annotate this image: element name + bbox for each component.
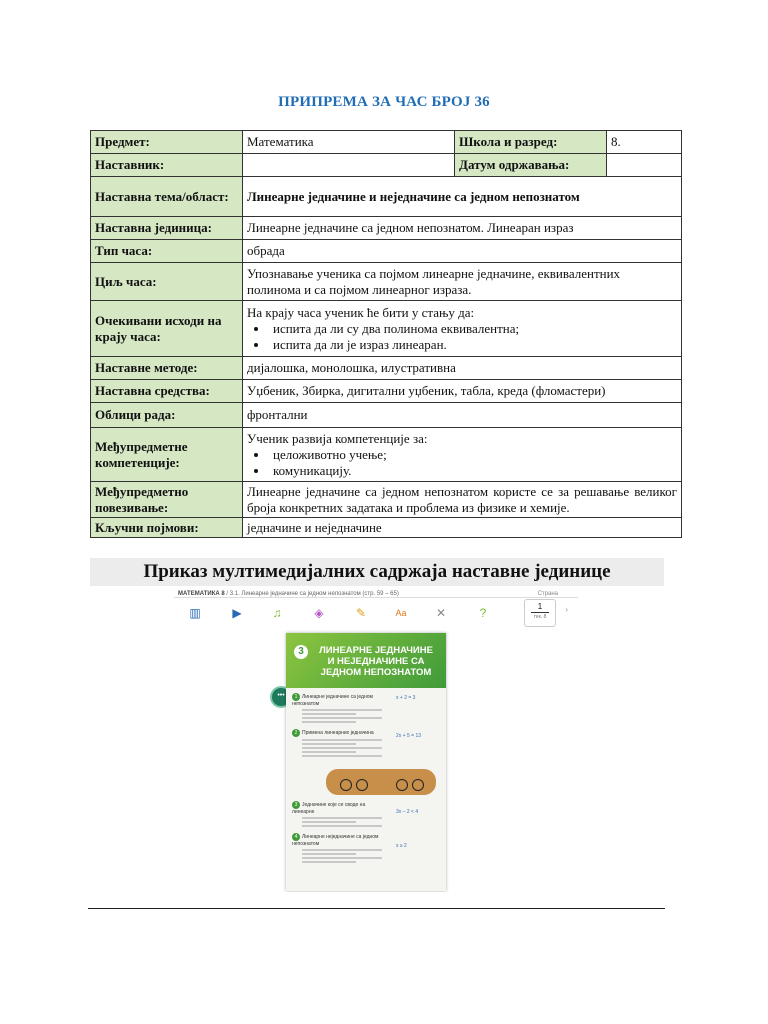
formula: x + 2 = 3 xyxy=(396,695,416,701)
keywords-label: Кључни појмови: xyxy=(91,518,243,538)
options-badge[interactable]: ••• xyxy=(272,688,290,706)
outcomes-list xyxy=(247,321,677,353)
breadcrumb-path: / 3.1. Линеарне једначине са једном непознатом (стр. 59 – 65) xyxy=(226,591,399,597)
pager-total: тек. 8 xyxy=(533,614,547,620)
help-icon[interactable]: ? xyxy=(479,606,487,620)
competences-list xyxy=(247,447,677,479)
play-icon[interactable]: ▶ xyxy=(232,606,242,620)
goal-label: Циљ часа: xyxy=(91,263,243,301)
pager-divider xyxy=(531,612,549,613)
divider xyxy=(174,597,578,598)
formula: x ≥ 2 xyxy=(396,843,407,849)
book-icon[interactable]: ▥ xyxy=(189,606,201,620)
outcome-item: • испита да ли је израз линеаран. xyxy=(269,337,677,353)
chapter-title: ЛИНЕАРНЕ ЈЕДНАЧИНЕ И НЕЈЕДНАЧИНЕ СА ЈЕДНОМ НЕПОЗНАТОМ xyxy=(319,645,433,678)
breadcrumb-book[interactable]: МАТЕМАТИКА 8 xyxy=(178,591,225,597)
chapter-header xyxy=(286,633,446,688)
goal-value: Упознавање ученика са појмом линеарне једначине, еквивалентних полинома и са појмом линеарног израза. xyxy=(243,263,682,301)
methods-value: дијалошка, монолошка, илустративна xyxy=(243,357,682,380)
subject-label: Предмет: xyxy=(91,131,243,154)
forms-value: фронтални xyxy=(243,403,682,428)
means-label: Наставна средства: xyxy=(91,380,243,403)
unit-value: Линеарне једначине са једном непознатом. Линеаран израз xyxy=(243,217,682,240)
outcomes-label: Очекивани исходи на крају часа: xyxy=(91,301,243,357)
topic-value: Линеарне једначине и неједначине са једном непознатом xyxy=(243,177,682,217)
digital-textbook-screenshot xyxy=(174,588,578,892)
footer-rule xyxy=(88,908,665,909)
outcome-item: • испита да ли су два полинома еквивалентна; xyxy=(269,321,677,337)
school-label: Школа и разред: xyxy=(455,131,607,154)
section-item[interactable]: 4 Линеарне неједначине са једном непознатом xyxy=(292,833,382,863)
pager-current: 1 xyxy=(537,602,543,611)
correlation-value: Линеарне једначине са једном непознатом користе се за решавање великог броја конкретних задатака и проблема из физике и хемије. xyxy=(243,482,682,518)
competence-item: • комуникацију. xyxy=(269,463,677,479)
topic-label: Наставна тема/област: xyxy=(91,177,243,217)
multimedia-heading: Приказ мултимедијалних садржаја наставне јединице xyxy=(90,558,664,586)
close-icon[interactable]: ✕ xyxy=(435,606,447,620)
teacher-value xyxy=(243,154,455,177)
section-item[interactable]: 2 Примена линеарних једначина xyxy=(292,729,382,757)
type-value: обрада xyxy=(243,240,682,263)
textbook-page xyxy=(286,633,446,891)
section-item[interactable]: 1 Линеарне једначине са једном непознатом xyxy=(292,693,382,723)
lesson-plan-table xyxy=(90,130,682,538)
formula: 3x – 2 < 4 xyxy=(396,809,419,815)
competence-item: • целоживотно учење; xyxy=(269,447,677,463)
bicycle-illustration xyxy=(326,769,436,795)
cube-icon[interactable]: ◈ xyxy=(314,606,324,620)
pager-label: Страна xyxy=(537,591,558,597)
eraser-icon[interactable]: ✎ xyxy=(355,606,367,620)
forms-label: Облици рада: xyxy=(91,403,243,428)
music-icon[interactable]: ♫ xyxy=(272,606,282,620)
competences-label: Међупредметне компетенције: xyxy=(91,428,243,482)
page-selector[interactable] xyxy=(524,599,556,627)
means-value: Уџбеник, Збирка, дигитални уџбеник, табла, креда (фломастери) xyxy=(243,380,682,403)
correlation-label: Међупредметно повезивање: xyxy=(91,482,243,518)
outcomes-intro: На крају часа ученик ће бити у стању да: xyxy=(247,304,475,320)
date-label: Датум одржавања: xyxy=(455,154,607,177)
school-value: 8. xyxy=(607,131,682,154)
subject-value: Математика xyxy=(243,131,455,154)
date-value xyxy=(607,154,682,177)
unit-label: Наставна јединица: xyxy=(91,217,243,240)
chevron-right-icon[interactable]: › xyxy=(565,605,568,614)
competences-cell xyxy=(243,428,682,482)
section-item[interactable]: 3 Једначине које се своде на линеарне xyxy=(292,801,382,827)
keywords-value: једначине и неједначине xyxy=(243,518,682,538)
methods-label: Наставне методе: xyxy=(91,357,243,380)
outcomes-cell xyxy=(243,301,682,357)
page-title: ПРИПРЕМА ЗА ЧАС БРОЈ 36 xyxy=(278,94,490,110)
competences-intro: Ученик развија компетенције за: xyxy=(247,430,428,446)
type-label: Тип часа: xyxy=(91,240,243,263)
teacher-label: Наставник: xyxy=(91,154,243,177)
text-icon[interactable]: Aa xyxy=(395,608,407,618)
formula: 2x + 5 = 13 xyxy=(396,733,422,739)
chapter-number: 3 xyxy=(294,645,308,659)
